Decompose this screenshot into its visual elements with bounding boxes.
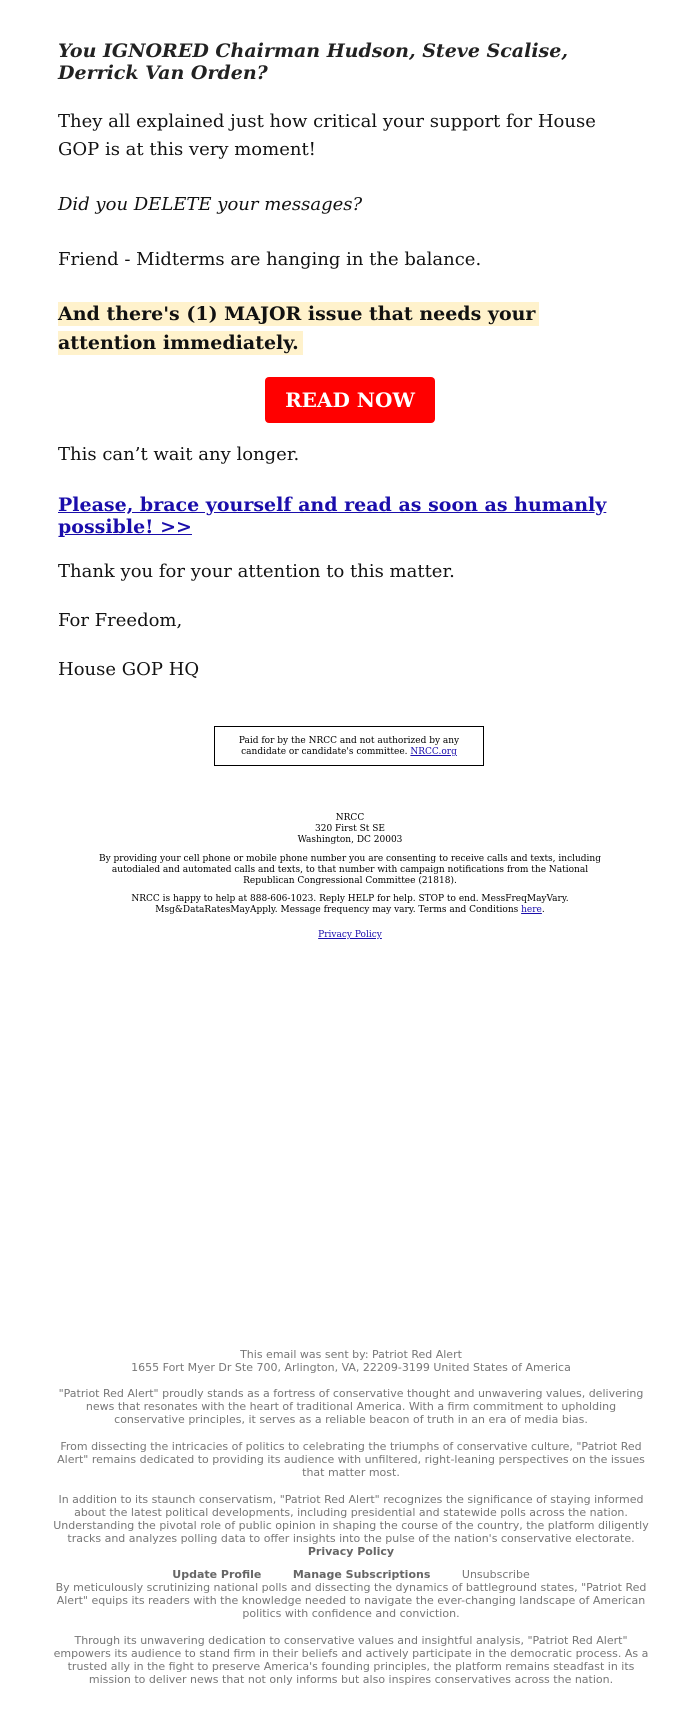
org-address-line2: Washington, DC 20003: [297, 835, 403, 845]
terms-link[interactable]: here: [521, 905, 542, 915]
footer-paragraph-1: "Patriot Red Alert" proudly stands as a fortress of conservative thought and unwavering values, delivering news that resonates with the heart of traditional America. With a firm commitment to upholding conservative principles, it serves as a reliable beacon of truth in an era of media bias.: [58, 1387, 644, 1426]
org-address-line1: 320 First St SE: [315, 824, 385, 834]
footer-address: 1655 Fort Myer Dr Ste 700, Arlington, VA, 22209-3199 United States of America: [131, 1361, 571, 1374]
body-paragraph-major-issue: [58, 300, 638, 358]
sign-off: For Freedom,: [58, 610, 183, 631]
privacy-policy-row: [95, 930, 605, 941]
cta-container: [0, 377, 700, 423]
footer-paragraph-5: Through its unwavering dedication to conservative values and insightful analysis, "Patriot Red Alert" empowers its audience to stand firm in their beliefs and actively participate in the democratic process. As a trusted ally in the fight to preserve America's founding principles, the platform remains steadfast in its mission to deliver news that not only informs but also inspires conservatives across the nation.: [53, 1634, 649, 1686]
paid-for-disclaimer-box: [214, 726, 484, 766]
signature: House GOP HQ: [58, 659, 200, 680]
read-link-paragraph: [58, 494, 638, 538]
footer-paragraph-3: In addition to its staunch conservatism, "Patriot Red Alert" recognizes the significance of staying informed about the latest political developments, including presidential and statewide polls across the nation. Understanding the pivotal role of public opinion in shaping the course of the country, the platform diligently tracks and analyzes polling data to offer insights into the pulse of the nation's conservative electorate.: [53, 1493, 649, 1545]
sms-help-text: [95, 894, 605, 916]
sms-help-end: .: [541, 905, 545, 915]
body-paragraph-thanks: Thank you for your attention to this matter.: [58, 561, 455, 582]
footer-sent-by: This email was sent by: Patriot Red Alert: [240, 1348, 462, 1361]
sms-help-body: NRCC is happy to help at 888-606-1023. Reply HELP for help. STOP to end. MessFreqMayVary. Msg&DataRatesMayApply. Message frequency may vary. Terms and Conditions: [131, 894, 569, 915]
body-paragraph-delete: Did you DELETE your messages?: [58, 194, 363, 215]
unsubscribe-link[interactable]: Unsubscribe: [461, 1568, 530, 1581]
footer-paragraph-2: From dissecting the intricacies of politics to celebrating the triumphs of conservative culture, "Patriot Red Alert" remains dedicated to providing its audience with unfiltered, right-leaning perspectives on the issues that matter most.: [57, 1440, 645, 1479]
paid-for-text: Paid for by the NRCC and not authorized by any candidate or candidate's committee.: [238, 736, 460, 757]
footer-paragraph-4: By meticulously scrutinizing national polls and dissecting the dynamics of battleground states, "Patriot Red Alert" equips its readers with the knowledge needed to navigate the ever-changing landscape of American politics with confidence and conviction.: [55, 1581, 647, 1620]
org-name: NRCC: [335, 813, 365, 823]
privacy-policy-link[interactable]: Privacy Policy: [318, 930, 382, 940]
read-asap-link[interactable]: Please, brace yourself and read as soon as humanly possible! >>: [58, 494, 607, 538]
footer-links: [52, 1568, 650, 1581]
footer-privacy-link[interactable]: Privacy Policy: [307, 1545, 395, 1558]
update-profile-link[interactable]: Update Profile: [172, 1568, 262, 1581]
body-paragraph-midterms: Friend - Midterms are hanging in the balance.: [58, 249, 482, 270]
highlighted-text: And there's (1) MAJOR issue that needs your attention immediately.: [58, 302, 539, 355]
email-headline: You IGNORED Chairman Hudson, Steve Scalise, Derrick Van Orden?: [58, 40, 568, 84]
body-paragraph-wait: This can’t wait any longer.: [58, 444, 300, 465]
sms-consent-text: By providing your cell phone or mobile phone number you are consenting to receive calls and texts, including autodialed and automated calls and texts, to that number with campaign notifications from the National Republican Congressional Committee (21818).: [98, 854, 601, 886]
manage-subscriptions-link[interactable]: Manage Subscriptions: [292, 1568, 431, 1581]
nrcc-link[interactable]: NRCC.org: [410, 747, 457, 757]
read-now-button[interactable]: READ NOW: [265, 377, 435, 423]
body-paragraph-support: They all explained just how critical your support for House GOP is at this very moment!: [58, 111, 596, 160]
footer-privacy-row: [52, 1545, 650, 1558]
